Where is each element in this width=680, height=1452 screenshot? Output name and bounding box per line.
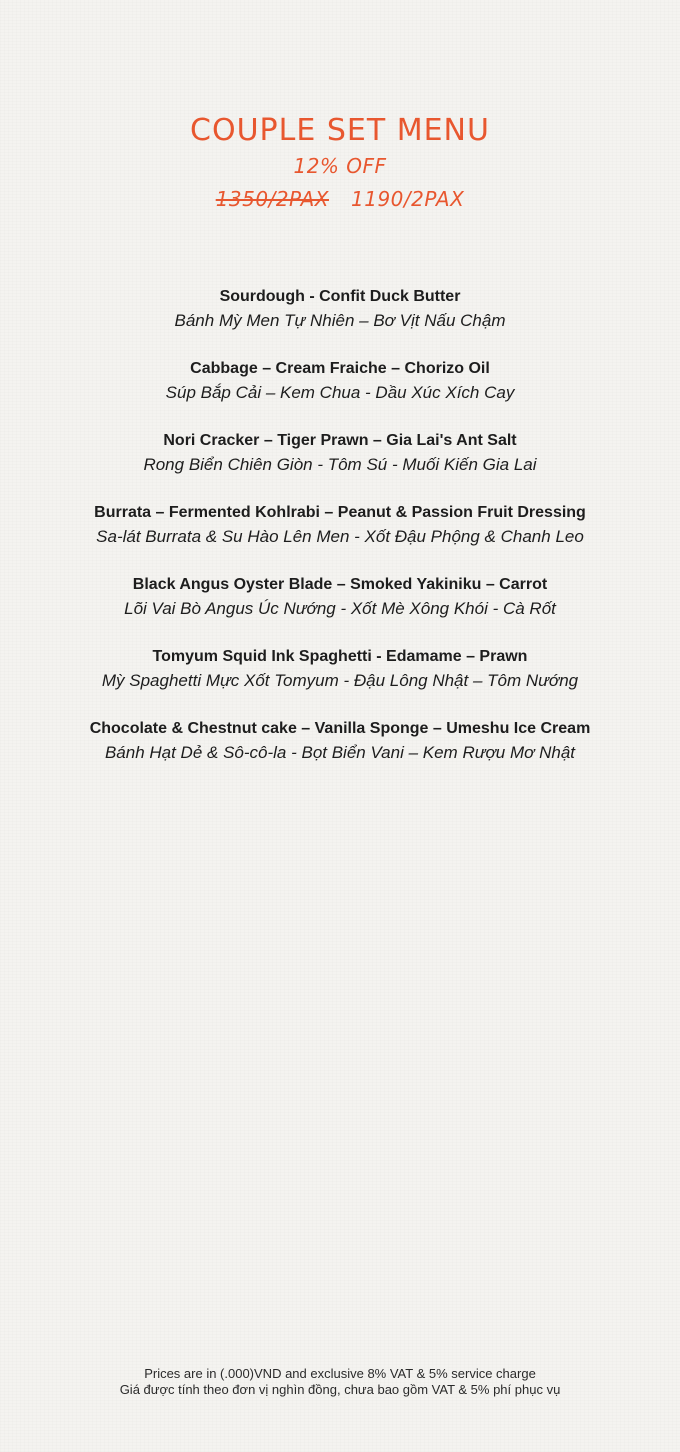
new-price: 1190/2PAX	[351, 187, 465, 211]
course-item	[0, 285, 680, 357]
course-item	[0, 501, 680, 573]
menu-header	[0, 113, 680, 215]
course-name-en: Tomyum Squid Ink Spaghetti - Edamame – Prawn	[152, 648, 528, 665]
old-price: 1350/2PAX	[215, 187, 329, 211]
course-name-vi: Lõi Vai Bò Angus Úc Nướng - Xốt Mè Xông Khói - Cà Rốt	[124, 599, 556, 618]
course-item	[0, 429, 680, 501]
course-name-vi: Rong Biển Chiên Giòn - Tôm Sú - Muối Kiến Gia Lai	[143, 455, 537, 474]
discount-label: 12% OFF	[293, 154, 387, 178]
course-item	[0, 357, 680, 429]
course-list	[0, 285, 680, 789]
price-line	[0, 183, 680, 215]
price-note	[0, 1366, 680, 1398]
course-item	[0, 573, 680, 645]
course-name-en: Black Angus Oyster Blade – Smoked Yakiniku – Carrot	[132, 576, 548, 593]
course-name-en: Chocolate & Chestnut cake – Vanilla Sponge – Umeshu Ice Cream	[89, 720, 591, 737]
course-name-vi: Bánh Mỳ Men Tự Nhiên – Bơ Vịt Nấu Chậm	[174, 311, 506, 330]
course-name-en: Nori Cracker – Tiger Prawn – Gia Lai's Ant Salt	[163, 432, 517, 449]
course-name-vi: Bánh Hạt Dẻ & Sô-cô-la - Bọt Biển Vani – Kem Rượu Mơ Nhật	[104, 743, 576, 762]
course-name-en: Burrata – Fermented Kohlrabi – Peanut & Passion Fruit Dressing	[94, 504, 586, 521]
course-item	[0, 645, 680, 717]
course-item	[0, 717, 680, 789]
price-note-en: Prices are in (.000)VND and exclusive 8% VAT & 5% service charge	[144, 1366, 536, 1381]
menu-title: COUPLE SET MENU	[190, 113, 490, 148]
price-note-vi: Giá được tính theo đơn vị nghìn đồng, chưa bao gồm VAT & 5% phí phục vụ	[119, 1382, 561, 1397]
course-name-vi: Súp Bắp Cải – Kem Chua - Dầu Xúc Xích Cay	[165, 383, 515, 402]
course-name-en: Sourdough - Confit Duck Butter	[219, 288, 461, 305]
course-name-vi: Sa-lát Burrata & Su Hào Lên Men - Xốt Đậu Phộng & Chanh Leo	[96, 527, 584, 546]
course-name-vi: Mỳ Spaghetti Mực Xốt Tomyum - Đậu Lông Nhật – Tôm Nướng	[101, 671, 579, 690]
course-name-en: Cabbage – Cream Fraiche – Chorizo Oil	[190, 360, 490, 377]
